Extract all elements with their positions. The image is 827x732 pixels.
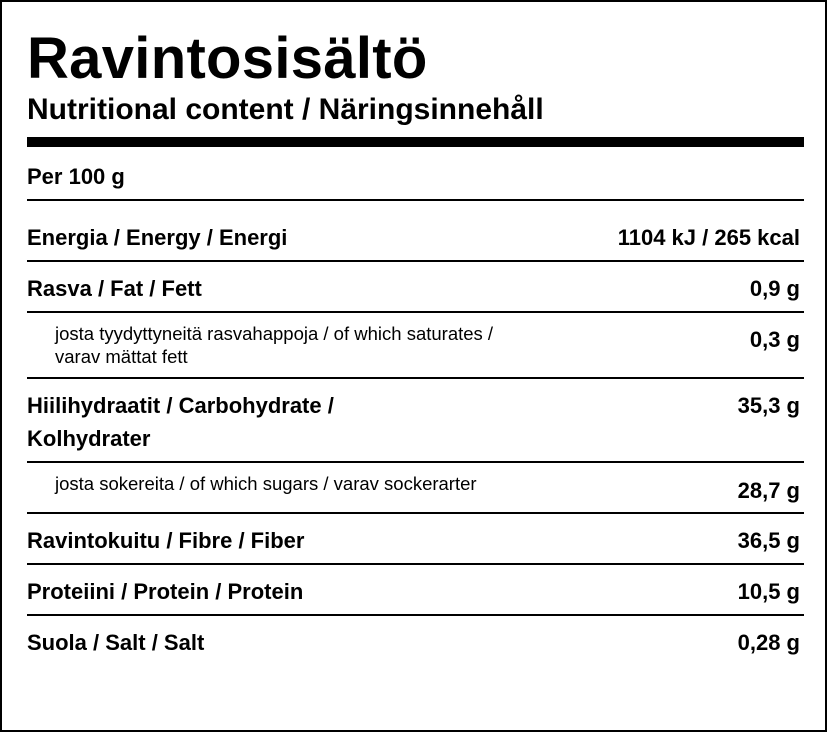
thick-divider bbox=[27, 137, 804, 147]
row-fat-value: 0,9 g bbox=[749, 276, 800, 301]
row-sugars-value: 28,7 g bbox=[737, 478, 800, 503]
row-fat-label: Rasva / Fat / Fett bbox=[27, 276, 202, 301]
row-sugars-label: josta sokereita / of which sugars / varav sockerarter bbox=[55, 473, 477, 494]
divider bbox=[27, 260, 804, 262]
row-protein-label: Proteiini / Protein / Protein bbox=[27, 579, 304, 604]
row-salt-value: 0,28 g bbox=[737, 630, 800, 655]
per-amount-label: Per 100 g bbox=[27, 164, 125, 189]
row-energy-label: Energia / Energy / Energi bbox=[27, 225, 288, 250]
divider bbox=[27, 512, 804, 514]
divider bbox=[27, 199, 804, 201]
row-protein-value: 10,5 g bbox=[737, 579, 800, 604]
row-carbohydrate-label-line2: Kolhydrater bbox=[27, 426, 151, 451]
label-title: Ravintosisältö bbox=[27, 26, 428, 91]
row-carbohydrate-label-line1: Hiilihydraatit / Carbohydrate / bbox=[27, 393, 334, 418]
row-saturates-label-line2: varav mättat fett bbox=[55, 346, 188, 367]
row-saturates-value: 0,3 g bbox=[749, 327, 800, 352]
row-salt-label: Suola / Salt / Salt bbox=[27, 630, 205, 655]
row-fibre-label: Ravintokuitu / Fibre / Fiber bbox=[27, 528, 305, 553]
divider bbox=[27, 563, 804, 565]
divider bbox=[27, 614, 804, 616]
label-subtitle: Nutritional content / Näringsinnehåll bbox=[27, 93, 544, 126]
divider bbox=[27, 377, 804, 379]
row-saturates-label-line1: josta tyydyttyneitä rasvahappoja / of which saturates / bbox=[55, 323, 494, 344]
row-carbohydrate-value: 35,3 g bbox=[737, 393, 800, 418]
divider bbox=[27, 311, 804, 313]
divider bbox=[27, 461, 804, 463]
row-fibre-value: 36,5 g bbox=[737, 528, 800, 553]
row-energy-value: 1104 kJ / 265 kcal bbox=[617, 225, 800, 250]
